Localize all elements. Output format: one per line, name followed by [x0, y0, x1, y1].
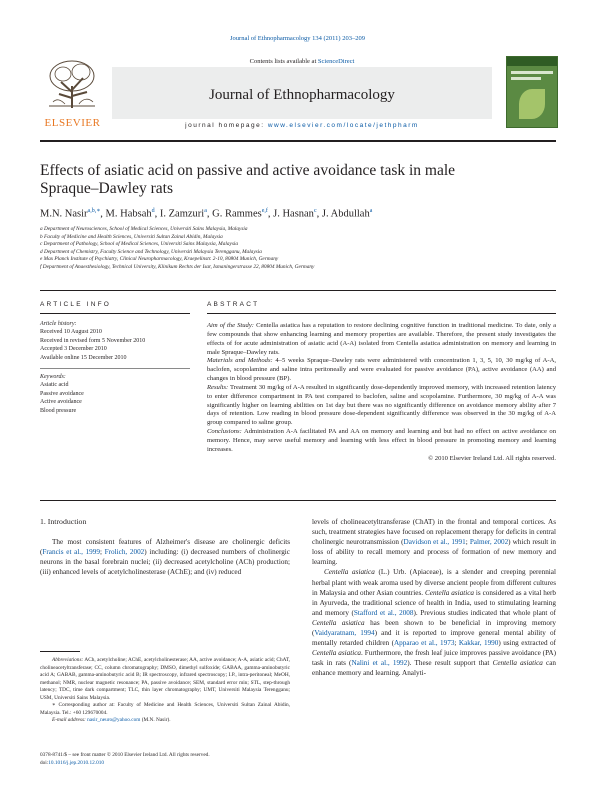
intro-text: ) and it is reported to improve general mental ability of mentally retarded children (: [312, 629, 556, 648]
conclusions-text: Administration A-A facilitated PA and AA on memory and learning and but had no effect on active avoidance on memory. Hence, may serve useful memory and learning with less effect in blood pressure in promoting memory and learning increases.: [207, 428, 556, 453]
intro-text: ) which result in loss of ability to recall memory and process of formation of new memory and learning.: [312, 538, 556, 567]
article-info-rule: [40, 313, 190, 314]
aim-label: Aim of the Study:: [207, 322, 254, 329]
intro-text: (L.) Urb. (Apiaceae), is a slender and creeping perennial herbal plant with weak aroma used by diverse ancient people from different cultures in Malaysia and other Asian countries.: [312, 568, 556, 597]
homepage-prefix: journal homepage:: [185, 122, 268, 129]
reference-link[interactable]: Davidson et al., 1991: [403, 538, 466, 547]
reference-link[interactable]: Frolich, 2002: [104, 548, 145, 557]
methods-label: Materials and Methods:: [207, 357, 273, 365]
journal-cover-image: [506, 56, 558, 128]
affiliation: c Department of Pathology, School of Medical Sciences, Universiti Sains Malaysia, Malaysia: [40, 241, 239, 248]
keywords-rule: [40, 368, 190, 369]
title-line-2: Spraque–Dawley rats: [40, 180, 173, 197]
article-title: [40, 162, 556, 198]
sciencedirect-link[interactable]: ScienceDirect: [317, 58, 355, 65]
intro-text: is considered as a vital herb in Ayurveda, the traditional science of health in India, used to stimulating learning and memory (: [312, 588, 556, 617]
intro-text: can enhance memory and learning. Analyti-: [312, 659, 556, 678]
intro-text: ). These result support that: [407, 659, 493, 668]
reference-link[interactable]: Francis et al., 1999: [42, 548, 100, 557]
reference-link[interactable]: Apparao et al., 1973: [393, 639, 455, 648]
contents-line: [112, 58, 492, 65]
author-separator: ,: [206, 208, 213, 220]
intro-text: has been shown to be beneficial in improving memory (: [312, 618, 556, 638]
journal-title: Journal of Ethnopharmacology: [209, 87, 395, 103]
reference-link[interactable]: Vaidyaratnam, 1994: [314, 629, 375, 638]
abstract-body: [207, 322, 556, 464]
keyword: Passive avoidance: [40, 390, 84, 397]
keyword: Active avoidance: [40, 399, 82, 406]
journal-masthead: [112, 56, 492, 136]
affiliation: e Max Planck Institute of Psychiatry, Clinical Neuropharmacology, Kraepelinstr. 2-10, 80804 Munich, Germany: [40, 256, 279, 263]
introduction-heading: 1. Introduction: [40, 517, 87, 526]
species-name: Centella asiatica: [312, 618, 365, 627]
cover-stripe: [511, 77, 541, 80]
abstract-divider: [40, 500, 556, 501]
author-list: [40, 207, 556, 220]
keywords: [40, 373, 190, 415]
article-info-heading: ARTICLE INFO: [40, 301, 112, 308]
intro-paragraph: [312, 517, 556, 567]
doi-prefix: doi:: [40, 759, 49, 766]
reference-link[interactable]: Kakkar, 1990: [458, 639, 499, 648]
cover-band: [507, 57, 557, 66]
intro-text: ) including: (i) decreased numbers of cholinergic neurons in the basal forebrain nuclei; (ii) decreased acetylcholine (ACh) production; (iii) enhanced levels of acetylcholinesterase (AChE); and (iv) reduced: [40, 548, 290, 577]
reference-link[interactable]: Stafford et al., 2008: [353, 608, 414, 617]
title-line-1: Effects of asiatic acid on passive and active avoidance task in male: [40, 162, 456, 179]
header-divider: [40, 140, 556, 142]
history-label: Article history:: [40, 321, 77, 327]
abbreviations-footnote: [40, 657, 290, 702]
affiliation: b Faculty of Medicine and Health Sciences, Universiti Sultan Zainal Abidin, Malaysia: [40, 233, 223, 240]
affiliation-list: [40, 226, 556, 272]
email-label: E-mail address:: [52, 717, 88, 723]
affiliation: a Department of Neurosciences, School of Medical Sciences, Universiti Sains Malaysia, Malaysia: [40, 226, 248, 232]
reference-link[interactable]: Palmer, 2002: [469, 538, 509, 547]
leaf-icon: [519, 89, 545, 119]
abstract-rule: [207, 313, 556, 314]
intro-text: levels of cholineacetyltransferase (ChAT) in the frontal and temporal cortices. As such, treatment strategies have focused on replacement therapy for deficits in central cholinergic neurotransmission (: [312, 518, 556, 547]
author-separator: ,: [316, 208, 322, 220]
intro-right-column: [312, 517, 556, 679]
author-affiliation-marker[interactable]: e,f: [261, 208, 268, 214]
author-affiliation-marker[interactable]: c: [313, 208, 317, 214]
intro-text: ). Previous studies indicated that whole plant of: [413, 608, 557, 617]
history-item: Received 10 August 2010: [40, 329, 102, 336]
abstract-conclusions: [207, 428, 556, 455]
author-affiliation-marker[interactable]: d: [151, 208, 155, 214]
affiliation: f Department of Anaesthesiology, Technical University, Klinikum Rechts der Isar, Ismaningerstrasse 22, 80804 Munich, Germany: [40, 263, 315, 270]
abstract-aim: [207, 322, 556, 357]
author-name: M.N. Nasir: [40, 208, 88, 220]
author-separator: ,: [267, 208, 274, 220]
abstract-copyright: © 2010 Elsevier Ireland Ltd. All rights reserved.: [428, 454, 556, 462]
author-name: I. Zamzuri: [159, 208, 205, 220]
author-affiliation-marker[interactable]: a: [204, 208, 207, 214]
doi-line: [40, 760, 290, 768]
intro-text: . Furthermore, the fresh leaf juice improves passive avoidance (PA) task in rats (: [312, 649, 556, 668]
email-link[interactable]: nasir_neuro@yahoo.com: [87, 717, 141, 723]
author-affiliation-marker[interactable]: a,b,∗: [87, 208, 101, 214]
contents-prefix: Contents lists available at: [249, 58, 318, 65]
abbreviations-label: Abbreviations:: [52, 657, 84, 663]
author-separator: ,: [100, 208, 106, 220]
intro-left-column: [40, 537, 290, 577]
results-text: Treatment 30 mg/kg of A-A resulted in significantly dose-dependently improved memory, with increased retention latency to enter difference compartment in PA test compared to baclofen, saline and scopolamine. Furthermore, 30 mg/kg of A-A was significantly higher on learning abilities on 1st day but there was no significantly difference on avoidance memory ability after 7 days of retention. Low reading in blood pressure dose-dependent significantly difference was observed in the 30 mg/kg of A-A group compared to saline group.: [207, 383, 557, 427]
footnote-divider: [40, 651, 80, 652]
intro-paragraph: [312, 567, 556, 678]
intro-text: ;: [99, 548, 105, 557]
conclusions-label: Conclusions:: [207, 428, 242, 436]
abstract-results: [207, 384, 556, 428]
abstract-heading: ABSTRACT: [207, 301, 260, 308]
intro-paragraph: [40, 537, 290, 577]
author-name: M. Habsah: [105, 208, 152, 220]
author-name: G. Rammes: [212, 208, 262, 220]
species-name: Centella asiatica: [324, 568, 375, 577]
article-history: [40, 320, 190, 362]
email-footnote: [40, 717, 290, 725]
journal-banner: [40, 56, 556, 136]
author-affiliation-marker[interactable]: a: [369, 208, 373, 214]
journal-citation[interactable]: Journal of Ethnopharmacology 134 (2011) 203–209: [230, 35, 365, 42]
species-name: Centella asiatica: [312, 649, 362, 658]
affiliation-divider: [40, 290, 556, 291]
issn-line: 0378-8741/$ – see front matter © 2010 Elsevier Ireland Ltd. All rights reserved.: [40, 752, 210, 758]
species-name: Centella asiatica: [492, 659, 543, 668]
homepage-link[interactable]: www.elsevier.com/locate/jethpharm: [267, 122, 419, 129]
history-item: Received in revised form 5 November 2010: [40, 337, 146, 344]
journal-homepage: [112, 122, 492, 129]
elsevier-wordmark: ELSEVIER: [44, 117, 101, 129]
keyword: Asiatic acid: [40, 382, 69, 389]
footnotes: [40, 657, 290, 725]
doi-link[interactable]: 10.1016/j.jep.2010.12.010: [48, 759, 105, 766]
email-suffix: (M.N. Nasir).: [140, 717, 171, 723]
intro-text: ;: [454, 639, 459, 648]
cover-stripe: [511, 71, 553, 74]
author-name: J. Hasnan: [273, 208, 314, 220]
aim-text: Centella asiatica has a reputation to restore declining cognitive function in traditional medicine. To date, only a few compounds that show enhancing learning and memory properties are available. Therefore, the present study investigates the effects of for acute administration of asiatic acid (A-A) isolated from Centella asiatica administration on memory and learning in male Spraque–Dawley rats.: [207, 322, 556, 356]
keyword: Blood pressure: [40, 407, 77, 414]
intro-text: The most consistent features of Alzheimer's disease are cholinergic deficits (: [40, 538, 290, 557]
elsevier-tree-icon: [45, 58, 100, 110]
intro-text: ) using extracted of: [498, 639, 556, 648]
abbreviations-text: ACh, acetylcholine; AChE, acetylcholinesterase; AA, active avoidance; A-A, asiatic acid; ChAT, cholineacetyltransferase; CC, column chromatography; DMSO, dimethyl sulfoxide; GABAA, gamma-aminobutyric acid A; GABAB, gamma-aminobutyric acid B; IR spectroscopy, infrared spectroscopy; I.P., intra-peritoneal; MeOH, methanol; NMR, nuclear magnetic resonance; PA, passive avoidance; SEM, standard error min; STL, step-through latency; TDC, time dark compartment; TLC, thin layer chromatography; UMT, Universiti Malaysia Terengganu; USM, Universiti Sains Malaysia.: [40, 657, 290, 701]
results-label: Results:: [207, 383, 229, 391]
author-separator: ,: [154, 208, 160, 220]
history-item: Available online 15 December 2010: [40, 354, 127, 361]
abstract-methods: [207, 357, 556, 384]
reference-link[interactable]: Nalini et al., 1992: [351, 659, 408, 668]
issn-doi-block: [40, 752, 290, 767]
affiliation: d Department of Chemistry, Faculty Science and Technology, Universiti Malaysia Terengganu, Malaysia: [40, 248, 262, 255]
intro-text: ;: [465, 538, 470, 547]
author-name: J. Abdullah: [321, 208, 370, 220]
corresponding-author-footnote: ∗ Corresponding author at: Faculty of Medicine and Health Sciences, Universiti Sultan Zainal Abidin, Malaysia. Tel.: +60 129670004.: [40, 702, 290, 716]
history-item: Accepted 3 December 2010: [40, 346, 107, 353]
species-name: Centella asiatica: [424, 588, 474, 597]
methods-text: 4–5 weeks Spraque–Dawley rats were administered with concentration 1, 3, 5, 10, 30 mg/kg of A-A, baclofen, scopolamine and saline intra peritoneally and were evaluated for passive avoidance (PA), active avoidance (AA) and changes in blood pressure (BP).: [207, 357, 556, 383]
keywords-label: Keywords:: [40, 374, 66, 380]
elsevier-logo: [40, 56, 105, 134]
